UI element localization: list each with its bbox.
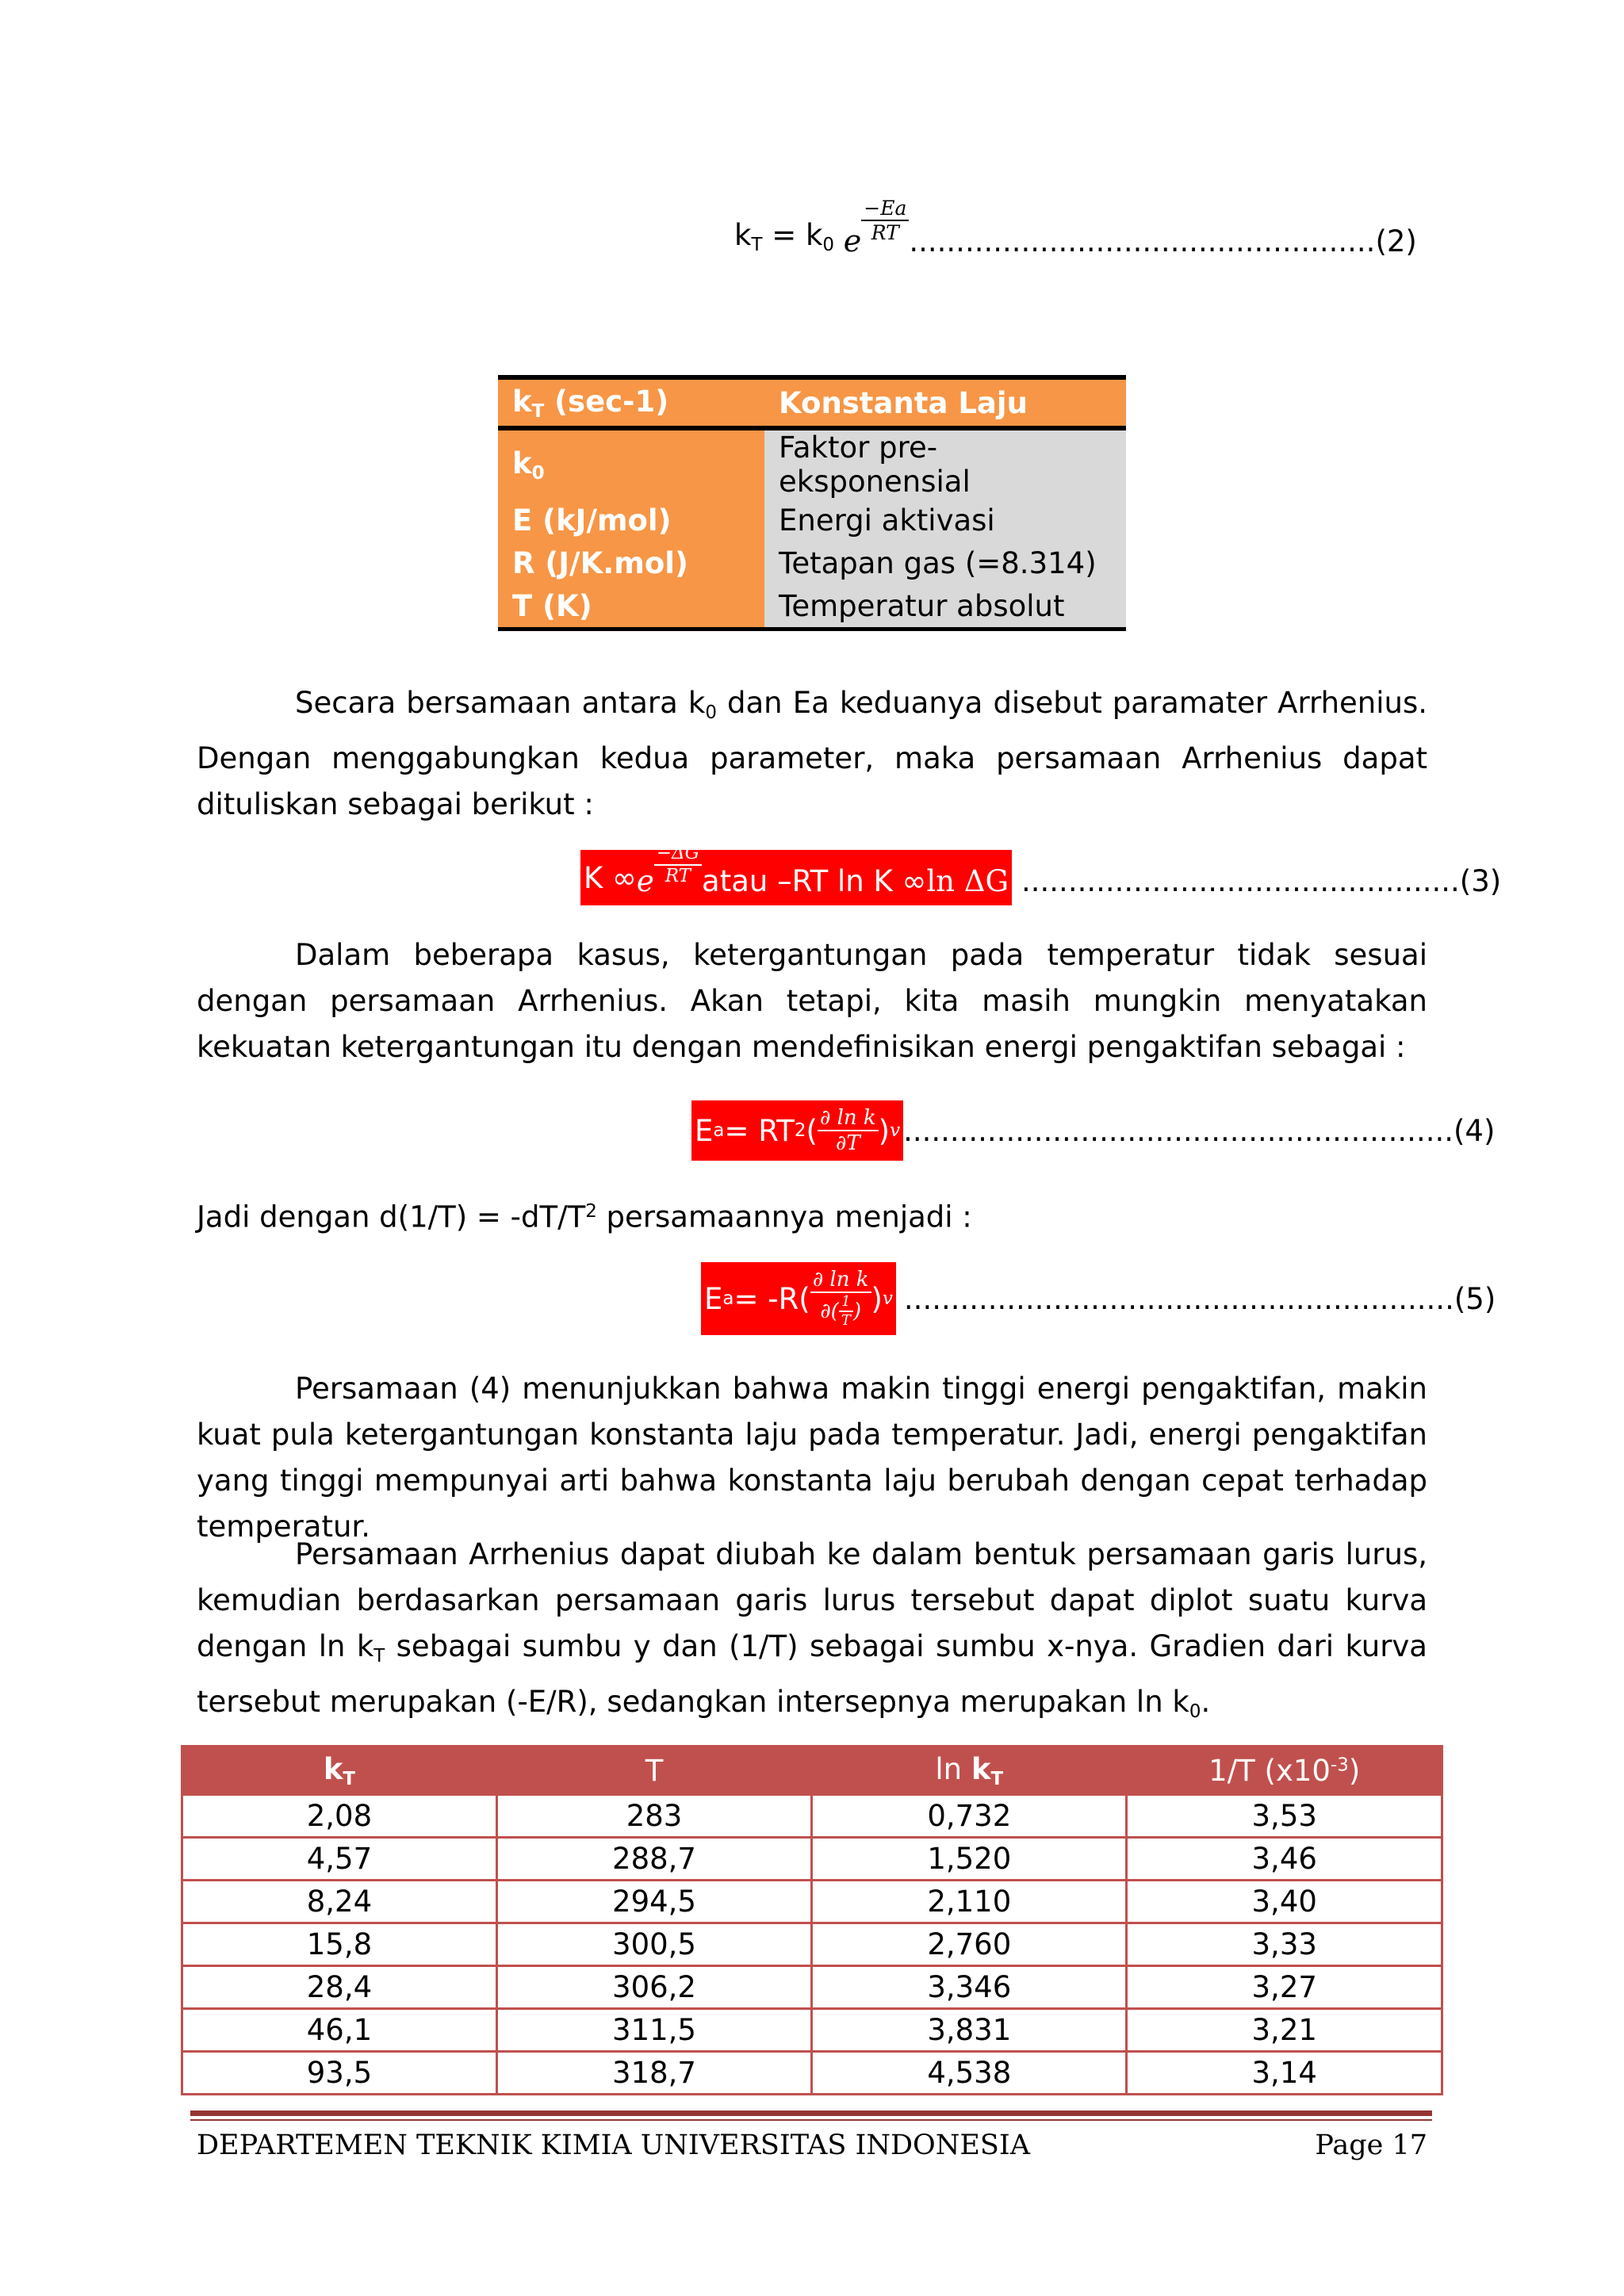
parameter-table bbox=[498, 375, 1126, 631]
data-table-cell: 93,5 bbox=[182, 2052, 497, 2095]
data-table-cell: 15,8 bbox=[182, 1923, 497, 1966]
data-table-cell: 46,1 bbox=[182, 2009, 497, 2052]
param-row: R (J/K.mol) Tetapan gas (=8.314) bbox=[498, 541, 1126, 584]
data-table-cell: 318,7 bbox=[496, 2052, 811, 2095]
equation-5 bbox=[701, 1261, 1496, 1337]
footer-rule-thin bbox=[190, 2119, 1432, 2121]
col-header-t: T bbox=[496, 1747, 811, 1795]
data-table-cell: 28,4 bbox=[182, 1966, 497, 2009]
col-header-kt: $k_T$ bbox=[182, 1747, 497, 1795]
data-table-cell: 2,760 bbox=[812, 1923, 1127, 1966]
data-table-cell: 3,14 bbox=[1127, 2052, 1442, 2095]
data-table-cell: 1,520 bbox=[812, 1838, 1127, 1881]
paragraph-linear-plot: Persamaan Arrhenius dapat diubah ke dalam bentuk persamaan garis lurus, kemudian berdasarkan persamaan garis lurus tersebut dapat diplot suatu kurva dengan $\ln k_T$ sebagai sumbu y dan (1/T) sebagai sumbu x-nya. Gradien dari kurva tersebut merupakan (-E/R), sedangkan intersepnya merupakan $\ln k_0$. bbox=[197, 1537, 1427, 1722]
data-table-cell: 306,2 bbox=[496, 1966, 811, 2009]
footer-page-number: Page 17 bbox=[1315, 2130, 1427, 2161]
equation-2 bbox=[734, 197, 1427, 276]
param-header-col2: Konstanta Laju bbox=[764, 377, 1126, 428]
eq5-label: (5) bbox=[1454, 1281, 1496, 1316]
eq4-dots: ........................................................... bbox=[903, 1113, 1454, 1148]
eq3-label: (3) bbox=[1459, 863, 1502, 898]
eq4-label: (4) bbox=[1454, 1113, 1496, 1148]
eq2-base: e bbox=[843, 224, 862, 258]
data-table-row bbox=[182, 1795, 1442, 1838]
parameter-table-header bbox=[498, 377, 1126, 428]
data-table-cell: 3,33 bbox=[1127, 1923, 1442, 1966]
data-table-cell: 3,46 bbox=[1127, 1838, 1442, 1881]
data-table-row bbox=[182, 1881, 1442, 1923]
data-table-cell: 283 bbox=[496, 1795, 811, 1838]
data-table bbox=[181, 1745, 1443, 2095]
footer-department: DEPARTEMEN TEKNIK KIMIA UNIVERSITAS INDONESIA bbox=[197, 2130, 1030, 2161]
param-row: E (kJ/mol) Energi aktivasi bbox=[498, 499, 1126, 541]
eq2-label: (2) bbox=[1375, 224, 1417, 258]
data-table-cell: 288,7 bbox=[496, 1838, 811, 1881]
data-table-row bbox=[182, 1923, 1442, 1966]
eq2-lhs: $k_T = k_0$ bbox=[734, 217, 834, 255]
paragraph-temperature-dependence: Dalam beberapa kasus, ketergantungan pada temperatur tidak sesuai dengan persamaan Arrhenius. Akan tetapi, kita masih mungkin menyatakan kekuatan ketergantungan itu dengan mendefinisikan energi pengaktifan sebagai : bbox=[197, 938, 1427, 1064]
data-table-cell: 2,08 bbox=[182, 1795, 497, 1838]
footer-rule-thick bbox=[190, 2110, 1432, 2116]
eq2-dots: .................................................. bbox=[909, 224, 1376, 258]
col-header-inv-t: 1/T $(x10^{-3})$ bbox=[1127, 1747, 1442, 1795]
eq3-dots: ............................................... bbox=[1021, 863, 1460, 898]
data-table-cell: 3,831 bbox=[812, 2009, 1127, 2052]
data-table-cell: 4,538 bbox=[812, 2052, 1127, 2095]
eq3-box: K ∞ e $\frac{-\Delta G}{RT}$ atau –RT ln K ∞ ln ΔG bbox=[580, 850, 1012, 905]
paragraph-arrhenius-parameters: Secara bersamaan antara $k_0$ dan Ea keduanya disebut paramater Arrhenius. Dengan menggabungkan kedua parameter, maka persamaan Arrhenius dapat dituliskan sebagai berikut : bbox=[197, 686, 1427, 821]
data-table-row bbox=[182, 2052, 1442, 2095]
data-table-row bbox=[182, 1838, 1442, 1881]
eq4-box: E a = RT 2 ( $\frac{\text{∂ ln k}}{\partial T}$ ) v bbox=[691, 1100, 903, 1161]
data-table-cell: 3,21 bbox=[1127, 2009, 1442, 2052]
data-table-cell: 3,40 bbox=[1127, 1881, 1442, 1923]
paragraph-substitution: Jadi dengan $d(1/T) = -dT/T^2$ persamaannya menjadi : bbox=[197, 1200, 972, 1234]
data-table-cell: 4,57 bbox=[182, 1838, 497, 1881]
data-table-cell: 311,5 bbox=[496, 2009, 811, 2052]
param-row: $k_0$ Faktor pre-eksponensial bbox=[498, 428, 1126, 499]
data-table-cell: 3,27 bbox=[1127, 1966, 1442, 2009]
paragraph-activation-energy: Persamaan (4) menunjukkan bahwa makin tinggi energi pengaktifan, makin kuat pula ketergantungan konstanta laju pada temperatur. Jadi, energi pengaktifan yang tinggi mempunyai arti bahwa konstanta laju berubah dengan cepat terhadap temperatur. bbox=[197, 1372, 1427, 1544]
data-table-header bbox=[182, 1747, 1442, 1795]
data-table-cell: 3,53 bbox=[1127, 1795, 1442, 1838]
col-header-ln-kt: $\ln k_T$ bbox=[812, 1747, 1127, 1795]
param-header-col1: $k_T$ (sec-1) bbox=[498, 377, 764, 428]
param-row: T (K) Temperatur absolut bbox=[498, 584, 1126, 629]
eq5-dots: ........................................................... bbox=[903, 1281, 1454, 1316]
equation-3 bbox=[580, 840, 1502, 915]
data-table-cell: 8,24 bbox=[182, 1881, 497, 1923]
data-table-cell: 300,5 bbox=[496, 1923, 811, 1966]
eq5-box: E a = -R( ∂ ln k ∂( $\frac{1}{T}$ ) ) v bbox=[701, 1262, 896, 1335]
data-table-cell: 3,346 bbox=[812, 1966, 1127, 2009]
data-table-cell: 294,5 bbox=[496, 1881, 811, 1923]
data-table-row bbox=[182, 1966, 1442, 2009]
equation-4 bbox=[691, 1097, 1496, 1164]
data-table-cell: 0,732 bbox=[812, 1795, 1127, 1838]
data-table-cell: 2,110 bbox=[812, 1881, 1127, 1923]
data-table-row bbox=[182, 2009, 1442, 2052]
eq2-exponent: $\frac{-Ea}{RT}$ bbox=[861, 198, 909, 243]
